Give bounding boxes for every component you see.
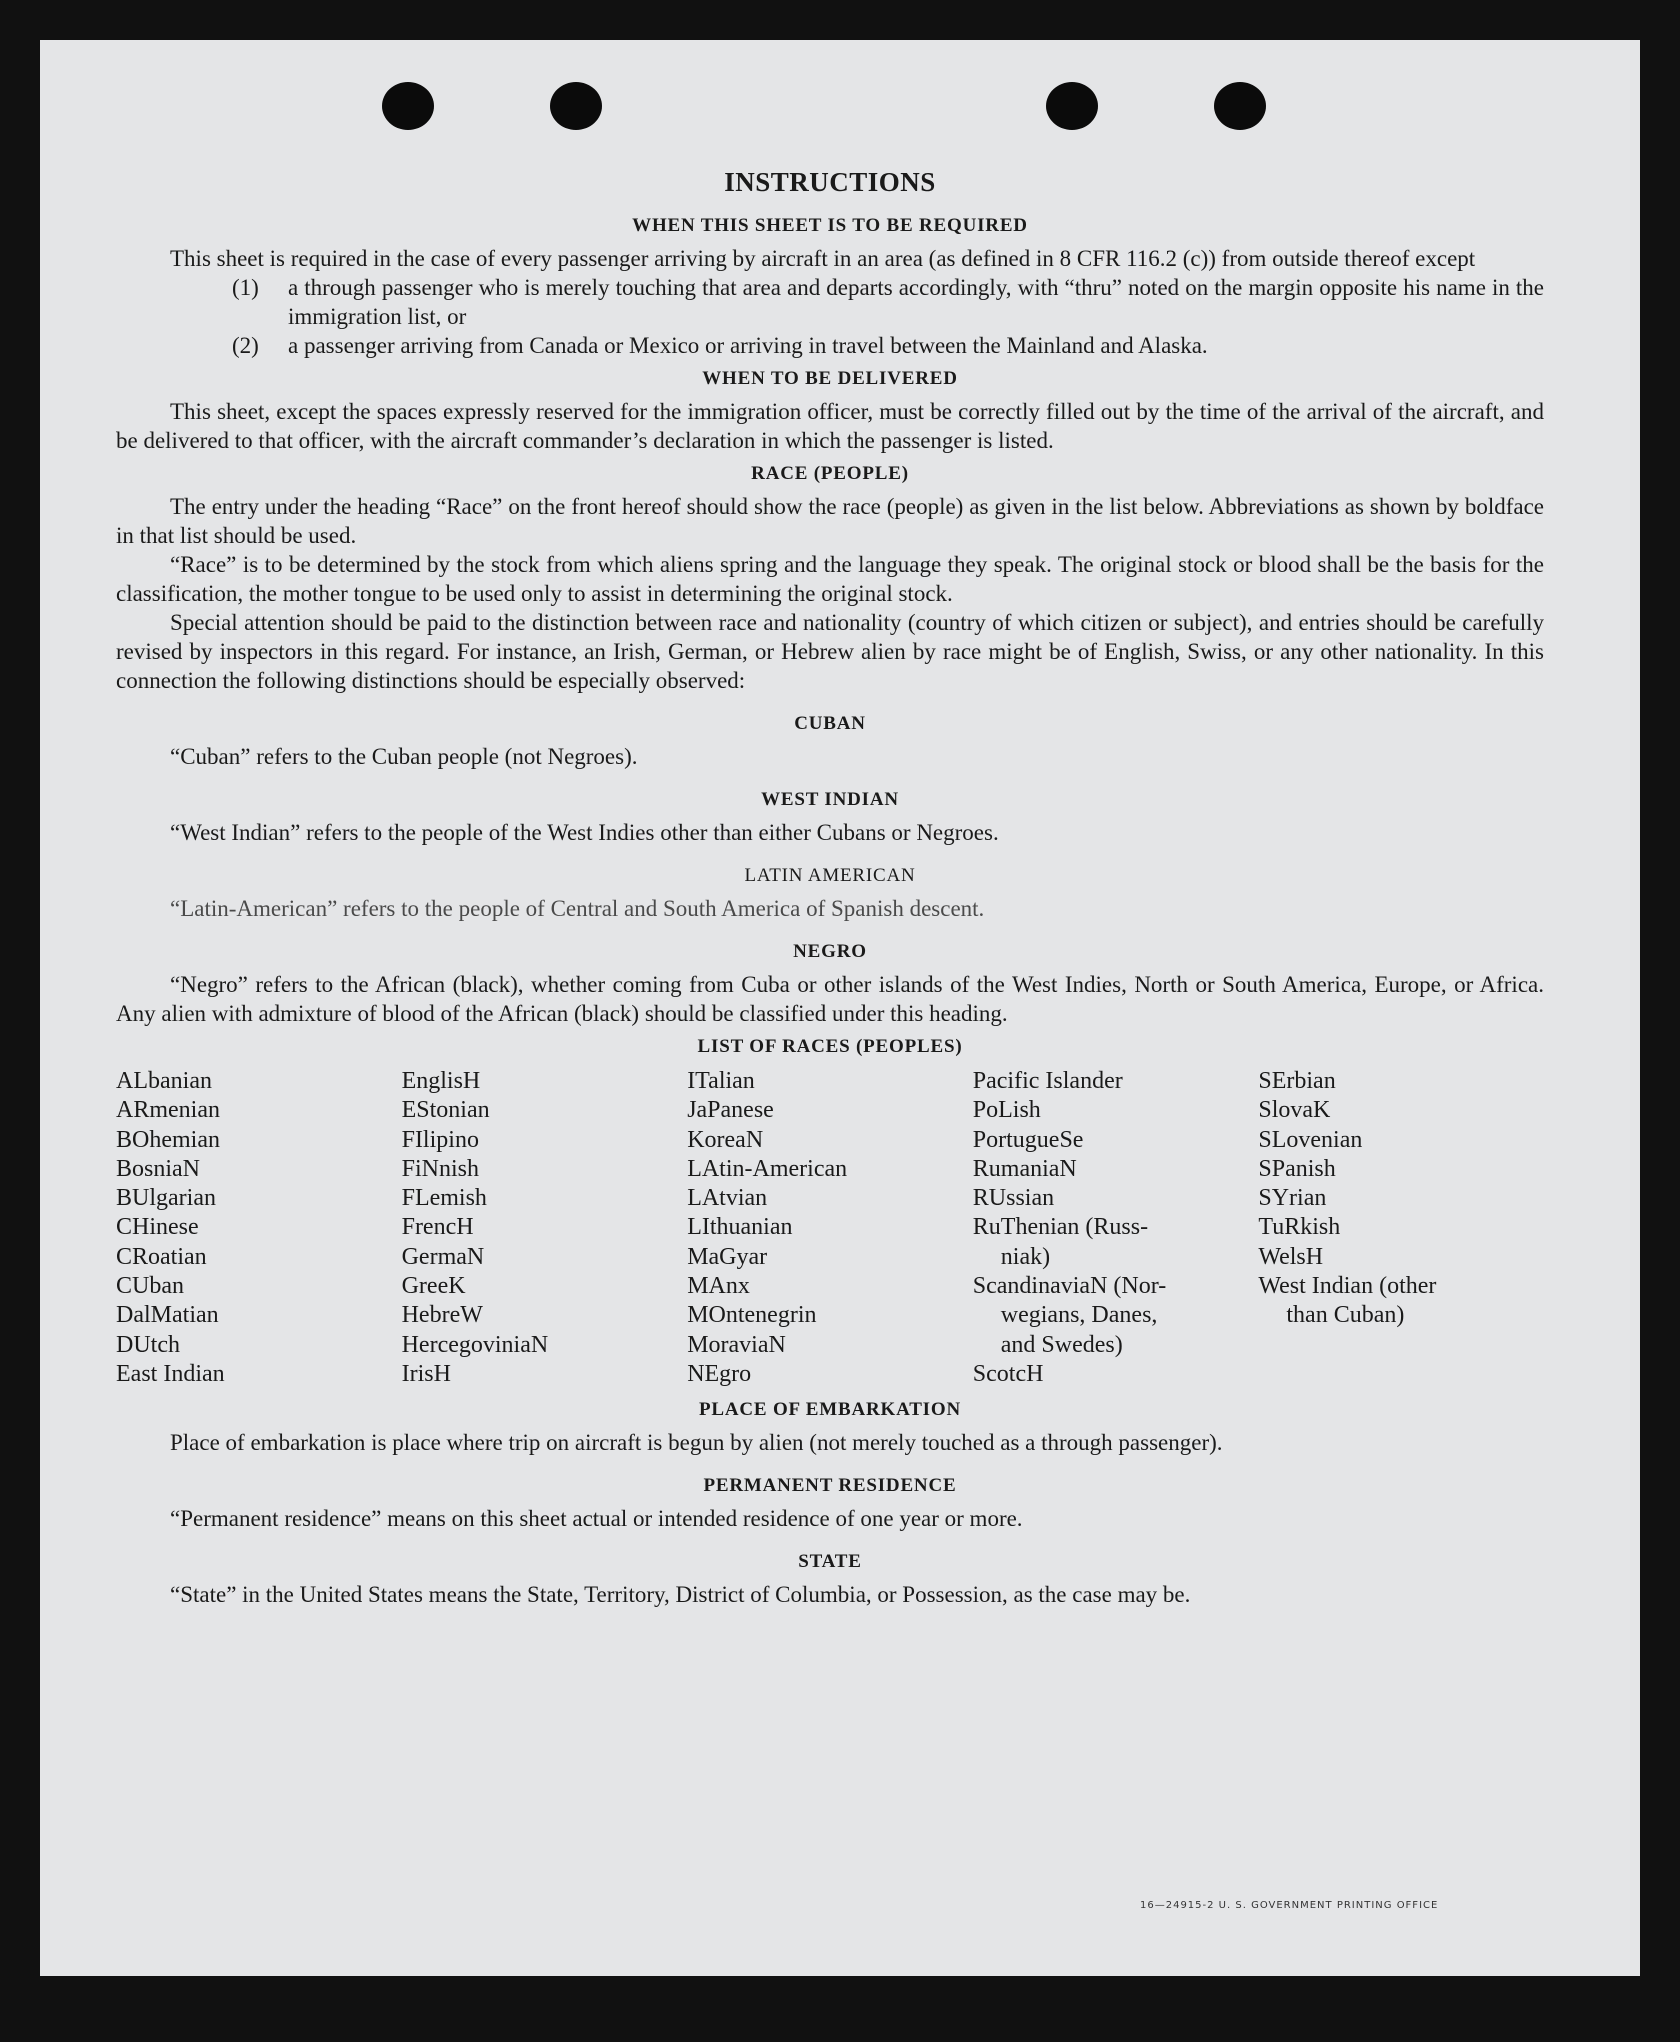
race-entry: and Swedes): [1000, 1331, 1123, 1358]
race-entry: RumaniaN: [972, 1155, 1077, 1182]
race-entry: MoraviaN: [687, 1331, 786, 1358]
race-entry: PoLish: [972, 1097, 1041, 1124]
heading-embarkation: PLACE OF EMBARKATION: [699, 1399, 961, 1421]
race-column: [973, 1067, 1259, 1389]
race-entry: Pacific Islander: [972, 1068, 1123, 1094]
race-column: [116, 1067, 402, 1389]
state-text: “State” in the United States means the State, Territory, District of Columbia, or Possession, as the case may be.: [170, 1582, 1191, 1608]
race-entry: EStonian: [401, 1097, 490, 1124]
item-number: (2): [232, 333, 259, 358]
required-intro: This sheet is required in the case of every passenger arriving by aircraft in an area (as defined in 8 CFR 116.2 (c)) from outside thereof except: [170, 246, 1476, 271]
race-entry: GreeK: [401, 1273, 466, 1300]
heading-race: RACE (PEOPLE): [751, 463, 909, 484]
race-entry: FrencH: [401, 1214, 474, 1241]
race-entry: GermaN: [401, 1243, 485, 1270]
race-entry: HercegoviniaN: [401, 1331, 549, 1358]
race-column: [687, 1067, 973, 1389]
item-text: a through passenger who is merely touching that area and departs accordingly, with “thru” noted on the margin opposite his name in the immigration list, or: [288, 275, 1544, 329]
race-entry: ARmenian: [116, 1097, 220, 1124]
race-entry: SLovenian: [1258, 1126, 1363, 1153]
race-entry: CHinese: [116, 1214, 199, 1241]
race-entry: JaPanese: [687, 1097, 774, 1124]
race-entry: MOntenegrin: [687, 1302, 817, 1329]
race-paragraph: “Race” is to be determined by the stock from which aliens spring and the language they speak. The original stock or blood shall be the basis for the classification, the mother tongue to be used only to assist in determining the original stock.: [116, 552, 1544, 606]
heading-state: STATE: [798, 1551, 862, 1573]
race-entry: DalMatian: [116, 1302, 219, 1329]
race-entry: NEgro: [687, 1360, 752, 1387]
heading-west-indian: WEST INDIAN: [761, 789, 899, 810]
west-indian-text: “West Indian” refers to the people of the West Indies other than either Cubans or Negroes.: [170, 820, 999, 845]
race-entry: BosniaN: [116, 1155, 200, 1182]
race-entry: ITalian: [687, 1068, 755, 1094]
heading-required: WHEN THIS SHEET IS TO BE REQUIRED: [632, 215, 1028, 236]
latin-american-text: “Latin-American” refers to the people of Central and South America of Spanish descent.: [170, 896, 985, 921]
page-title: INSTRUCTIONS: [724, 167, 936, 197]
race-entry: wegians, Danes,: [1000, 1302, 1158, 1329]
race-entry: DUtch: [116, 1331, 180, 1358]
race-entry: SErbian: [1258, 1068, 1336, 1094]
race-entry: ScandinaviaN (Nor-: [972, 1273, 1167, 1300]
race-list: [116, 1067, 1544, 1389]
race-entry: SYrian: [1258, 1185, 1327, 1212]
race-entry: RUssian: [972, 1185, 1055, 1212]
race-entry: SlovaK: [1258, 1097, 1331, 1124]
race-entry: than Cuban): [1286, 1302, 1405, 1329]
race-entry: BUlgarian: [116, 1185, 216, 1212]
heading-delivered: WHEN TO BE DELIVERED: [702, 368, 958, 389]
list-item: [232, 273, 1544, 331]
heading-cuban: CUBAN: [794, 713, 866, 734]
race-entry: SPanish: [1258, 1155, 1336, 1182]
punch-hole: [1046, 82, 1098, 130]
race-entry: RuThenian (Russ-: [972, 1214, 1149, 1241]
race-entry: CUban: [116, 1273, 184, 1300]
residence-text: “Permanent residence” means on this sheet actual or intended residence of one year or more.: [170, 1506, 1023, 1532]
race-entry: FiNnish: [401, 1155, 479, 1182]
instructions-body: [116, 168, 1544, 1609]
list-item: [232, 331, 1544, 360]
race-entry: MAnx: [687, 1273, 750, 1300]
race-entry: HebreW: [401, 1302, 483, 1329]
printing-office-code: 16—24915-2 U. S. GOVERNMENT PRINTING OFFICE: [1140, 1900, 1439, 1911]
heading-latin-american: LATIN AMERICAN: [744, 865, 916, 886]
race-entry: LAtvian: [687, 1185, 768, 1212]
race-entry: IrisH: [401, 1360, 451, 1387]
race-entry: LAtin-American: [687, 1155, 848, 1182]
race-entry: MaGyar: [687, 1243, 768, 1270]
race-entry: EnglisH: [401, 1068, 481, 1094]
item-number: (1): [232, 275, 259, 300]
race-paragraph: The entry under the heading “Race” on the front hereof should show the race (people) as given in the list below. Abbreviations as shown by boldface in that list should be used.: [116, 494, 1544, 548]
race-entry: ScotcH: [972, 1360, 1044, 1387]
race-entry: PortugueSe: [972, 1126, 1084, 1153]
race-entry: ALbanian: [116, 1068, 212, 1094]
document-page: [40, 40, 1640, 1976]
cuban-text: “Cuban” refers to the Cuban people (not Negroes).: [170, 744, 638, 769]
race-entry: LIthuanian: [687, 1214, 793, 1241]
heading-list-of-races: LIST OF RACES (PEOPLES): [697, 1036, 963, 1057]
race-entry: TuRkish: [1258, 1214, 1341, 1241]
race-entry: BOhemian: [116, 1126, 220, 1153]
negro-text: “Negro” refers to the African (black), whether coming from Cuba or other islands of the West Indies, North or South America, Europe, or Africa. Any alien with admixture of blood of the African (black) should be classified under this heading.: [116, 972, 1544, 1026]
delivered-text: This sheet, except the spaces expressly reserved for the immigration officer, must be correctly filled out by the time of the arrival of the aircraft, and be delivered to that officer, with the aircraft commander’s declaration in which the passenger is listed.: [116, 399, 1544, 453]
race-entry: East Indian: [116, 1360, 225, 1387]
heading-residence: PERMANENT RESIDENCE: [703, 1475, 957, 1497]
race-entry: West Indian (other: [1258, 1273, 1437, 1300]
race-entry: WelsH: [1258, 1243, 1324, 1270]
race-column: [402, 1067, 688, 1389]
race-entry: CRoatian: [116, 1243, 207, 1270]
race-column: [1258, 1067, 1544, 1389]
embarkation-text: Place of embarkation is place where trip on aircraft is begun by alien (not merely touched as a through passenger).: [170, 1430, 1223, 1456]
punch-hole: [382, 82, 434, 130]
item-text: a passenger arriving from Canada or Mexico or arriving in travel between the Mainland and Alaska.: [288, 333, 1208, 358]
punch-hole: [550, 82, 602, 130]
race-entry: FLemish: [401, 1185, 487, 1212]
race-paragraph: Special attention should be paid to the distinction between race and nationality (country of which citizen or subject), and entries should be carefully revised by inspectors in this regard. For instance, an Irish, German, or Hebrew alien by race might be of English, Swiss, or any other nationality. In this connection the following distinctions should be especially observed:: [116, 610, 1544, 693]
race-entry: KoreaN: [687, 1126, 764, 1153]
race-entry: niak): [1000, 1243, 1051, 1270]
race-entry: FIlipino: [401, 1126, 479, 1153]
heading-negro: NEGRO: [793, 941, 867, 962]
punch-hole: [1214, 82, 1266, 130]
